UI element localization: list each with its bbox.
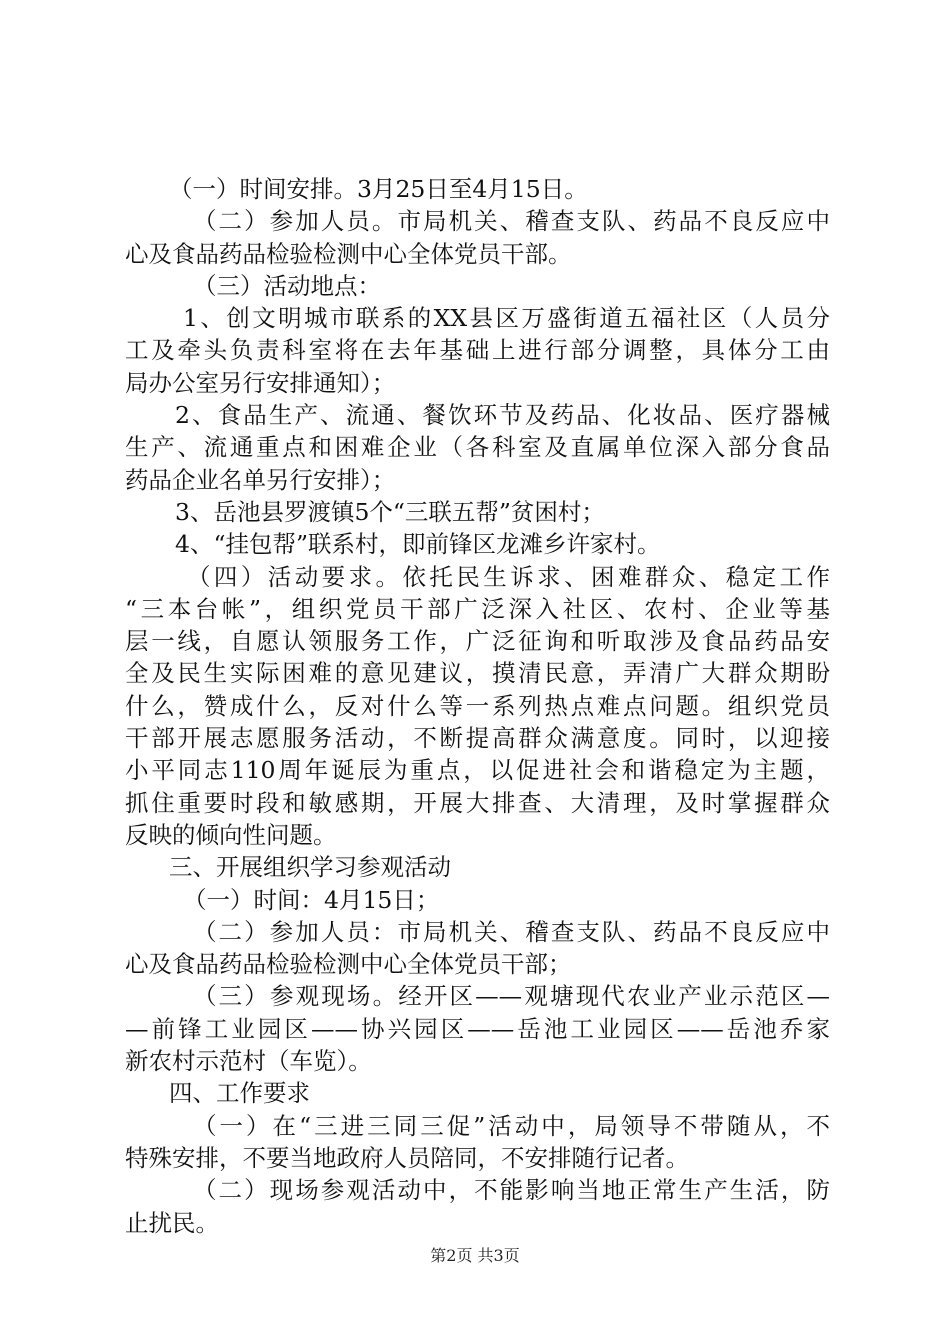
page-footer: 第2页 共3页	[430, 1246, 520, 1265]
paragraph-line: 特殊安排，不要当地政府人员陪同，不安排随行记者。	[125, 1143, 689, 1172]
paragraph-line: 抓住重要时段和敏感期，开展大排查、大清理，及时掌握群众	[125, 788, 830, 817]
paragraph-line: 干部开展志愿服务活动，不断提高群众满意度。同时，以迎接	[125, 724, 830, 753]
paragraph-line: 反映的倾向性问题。	[125, 820, 337, 849]
paragraph-line: 1、创文明城市联系的XX县区万盛街道五福社区（人员分	[183, 304, 830, 333]
paragraph-line: 工及牵头负责科室将在去年基础上进行部分调整，具体分工由	[125, 336, 830, 365]
paragraph-line: 心及食品药品检验检测中心全体党员干部。	[125, 239, 572, 268]
paragraph-line: 药品企业名单另行安排）；	[125, 465, 396, 494]
paragraph-line: 什么，赞成什么，反对什么等一系列热点难点问题。组织党员	[125, 691, 830, 720]
paragraph-line: 生产、流通重点和困难企业（各科室及直属单位深入部分食品	[125, 433, 830, 462]
paragraph-line: （二）参加人员：市局机关、稽查支队、药品不良反应中	[193, 917, 830, 946]
paragraph-line: 3、岳池县罗渡镇5个“三联五帮”贫困村；	[175, 497, 605, 526]
paragraph-line: 心及食品药品检验检测中心全体党员干部；	[125, 950, 572, 979]
paragraph-line: （一）在“三进三同三促”活动中，局领导不带随从，不	[193, 1111, 830, 1140]
paragraph-line: 三、开展组织学习参观活动	[169, 853, 451, 882]
paragraph-line: 小平同志110周年诞辰为重点，以促进社会和谐稳定为主题，	[125, 756, 830, 785]
paragraph-line: —前锋工业园区——协兴园区——岳池工业园区——岳池乔家	[125, 1014, 830, 1043]
paragraph-line: 层一线，自愿认领服务工作，广泛征询和听取涉及食品药品安	[125, 627, 830, 656]
paragraph-line: 四、工作要求	[169, 1079, 310, 1108]
paragraph-line: （四）活动要求。依托民生诉求、困难群众、稳定工作	[187, 562, 830, 591]
paragraph-line: （一）时间：4月15日；	[183, 885, 440, 914]
paragraph-line: （三）活动地点：	[193, 271, 381, 300]
paragraph-line: 2、食品生产、流通、餐饮环节及药品、化妆品、医疗器械	[175, 401, 830, 430]
paragraph-line: （二）现场参观活动中，不能影响当地正常生产生活，防	[193, 1176, 830, 1205]
paragraph-line: “三本台帐”，组织党员干部广泛深入社区、农村、企业等基	[125, 594, 830, 623]
paragraph-line: 新农村示范村（车览）。	[125, 1047, 372, 1076]
paragraph-line: 4、“挂包帮”联系村，即前锋区龙滩乡许家村。	[175, 530, 661, 559]
paragraph-line: （一）时间安排。3月25日至4月15日。	[169, 175, 588, 203]
paragraph-line: （三）参观现场。经开区——观塘现代农业产业示范区—	[193, 982, 830, 1011]
paragraph-line: 全及民生实际困难的意见建议，摸清民意，弄清广大群众期盼	[125, 659, 830, 688]
paragraph-line: （二）参加人员。市局机关、稽查支队、药品不良反应中	[193, 207, 830, 236]
document-body	[125, 173, 830, 1239]
paragraph-line: 止扰民。	[125, 1208, 219, 1237]
paragraph-line: 局办公室另行安排通知）；	[125, 368, 396, 397]
